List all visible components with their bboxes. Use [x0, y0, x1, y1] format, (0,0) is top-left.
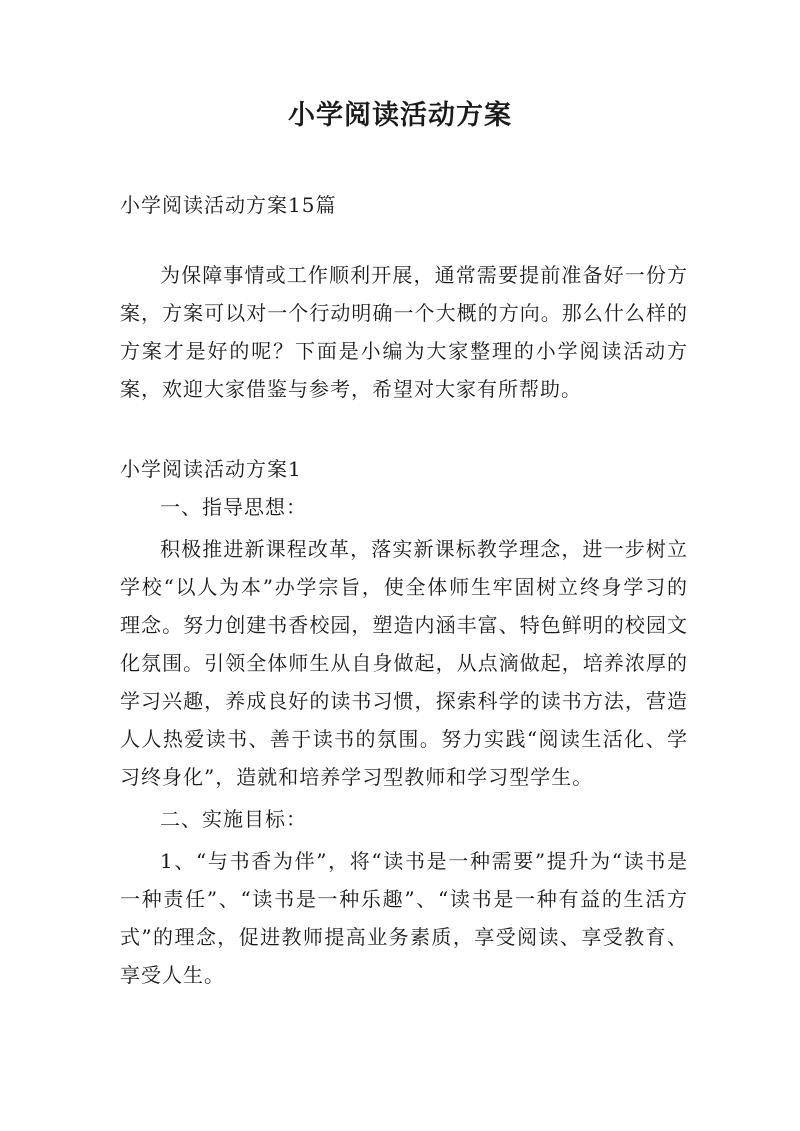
- heading-implementation-goals: 二、实施目标：: [160, 807, 307, 831]
- document-title: 小学阅读活动方案: [288, 100, 512, 131]
- document-subtitle: 小学阅读活动方案15篇: [120, 193, 337, 217]
- heading-guiding-ideology: 一、指导思想：: [160, 495, 307, 519]
- section-heading: 小学阅读活动方案1: [120, 457, 302, 481]
- paragraph-guiding-ideology: 积极推进新课程改革，落实新课标教学理念，进一步树立学校“以人为本”办学宗旨，使全体师生牢固树立终身学习的理念。努力创建书香校园，塑造内涵丰富、特色鲜明的校园文化氛围。引领全体师生从自身做起，从点滴做起，培养浓厚的学习兴趣，养成良好的读书习惯，探索科学的读书方法，营造人人热爱读书、善于读书的氛围。努力实践“阅读生活化、学习终身化”，造就和培养学习型教师和学习型学生。: [120, 537, 688, 789]
- section-content: [120, 488, 688, 994]
- intro-paragraph: 为保障事情或工作顺利开展，通常需要提前准备好一份方案，方案可以对一个行动明确一个大概的方向。那么什么样的方案才是好的呢？下面是小编为大家整理的小学阅读活动方案，欢迎大家借鉴与参考，希望对大家有所帮助。: [120, 263, 688, 401]
- paragraph-goal-1: 1、“与书香为伴”，将“读书是一种需要”提升为“读书是一种责任”、“读书是一种乐趣”、“读书是一种有益的生活方式”的理念，促进教师提高业务素质，享受阅读、享受教育、享受人生。: [120, 849, 688, 987]
